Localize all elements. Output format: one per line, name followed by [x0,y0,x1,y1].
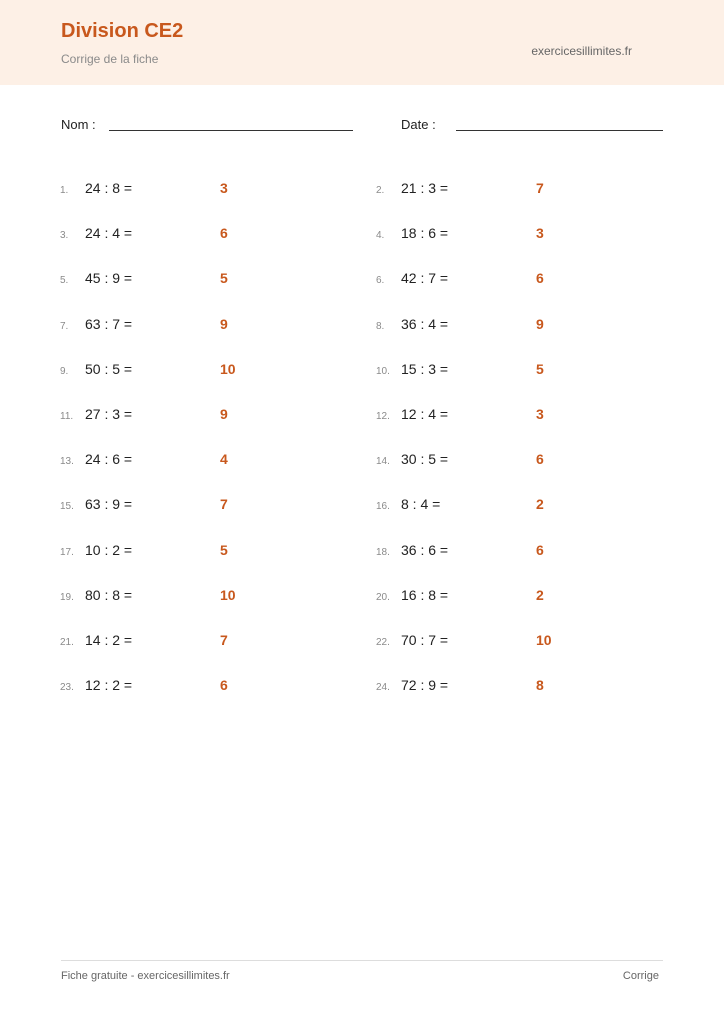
exercise-expression: 27 : 3 = [85,406,133,422]
exercise-expression: 72 : 9 = [401,677,449,693]
exercise-expression: 80 : 8 = [85,587,133,603]
exercise-number: 19. [60,592,74,603]
exercise-expression: 12 : 4 = [401,406,449,422]
exercise-row [376,406,596,426]
exercise-row [60,677,280,697]
exercise-answer: 3 [536,406,544,422]
exercise-number: 7. [60,321,69,332]
exercise-expression: 8 : 4 = [401,496,441,512]
exercise-answer: 8 [536,677,544,693]
exercise-expression: 63 : 9 = [85,496,133,512]
exercise-expression: 18 : 6 = [401,225,449,241]
exercise-expression: 63 : 7 = [85,316,133,332]
exercise-row [376,225,596,245]
exercise-answer: 10 [536,632,552,648]
exercise-answer: 6 [536,270,544,286]
exercise-row [376,587,596,607]
exercise-number: 5. [60,275,69,286]
exercise-number: 3. [60,230,69,241]
exercise-row [376,316,596,336]
exercise-row [60,496,280,516]
footer-left: Fiche gratuite - exercicesillimites.fr [61,970,230,982]
exercise-number: 12. [376,411,390,422]
exercise-number: 4. [376,230,385,241]
exercise-expression: 42 : 7 = [401,270,449,286]
exercise-row [60,587,280,607]
exercise-answer: 7 [536,180,544,196]
exercise-row [60,451,280,471]
exercise-number: 2. [376,185,385,196]
exercise-answer: 7 [220,496,228,512]
exercise-number: 10. [376,366,390,377]
exercise-expression: 14 : 2 = [85,632,133,648]
exercise-number: 8. [376,321,385,332]
exercise-number: 14. [376,456,390,467]
site-name: exercicesillimites.fr [531,44,632,58]
exercise-answer: 9 [220,406,228,422]
exercise-answer: 5 [220,542,228,558]
exercise-number: 11. [60,411,74,422]
exercise-answer: 3 [536,225,544,241]
exercise-expression: 70 : 7 = [401,632,449,648]
exercise-answer: 9 [536,316,544,332]
exercise-answer: 7 [220,632,228,648]
exercise-number: 16. [376,501,390,512]
exercise-expression: 10 : 2 = [85,542,133,558]
exercise-expression: 12 : 2 = [85,677,133,693]
exercise-number: 9. [60,366,69,377]
exercise-row [376,677,596,697]
exercise-expression: 45 : 9 = [85,270,133,286]
exercise-expression: 36 : 6 = [401,542,449,558]
exercise-row [60,406,280,426]
exercise-answer: 9 [220,316,228,332]
exercise-answer: 10 [220,361,236,377]
exercise-expression: 24 : 4 = [85,225,133,241]
page-title: Division CE2 [61,20,184,42]
exercise-expression: 24 : 8 = [85,180,133,196]
exercise-expression: 30 : 5 = [401,451,449,467]
footer-divider [61,960,663,961]
exercise-answer: 6 [536,542,544,558]
exercise-expression: 15 : 3 = [401,361,449,377]
exercise-number: 24. [376,682,390,693]
name-line [109,130,353,131]
date-label: Date : [401,117,436,132]
exercise-number: 15. [60,501,74,512]
exercise-answer: 2 [536,496,544,512]
exercise-row [376,496,596,516]
exercise-number: 22. [376,637,390,648]
exercise-row [60,180,280,200]
page-subtitle: Corrige de la fiche [61,52,159,66]
name-label: Nom : [61,117,96,132]
exercise-row [60,361,280,381]
exercise-number: 13. [60,456,74,467]
exercise-row [376,180,596,200]
exercise-expression: 16 : 8 = [401,587,449,603]
footer-right: Corrige [622,970,659,982]
exercise-answer: 2 [536,587,544,603]
exercise-answer: 3 [220,180,228,196]
exercise-expression: 50 : 5 = [85,361,133,377]
exercise-row [376,632,596,652]
date-line [456,130,663,131]
exercise-number: 21. [60,637,74,648]
exercise-number: 20. [376,592,390,603]
exercise-row [376,270,596,290]
exercise-row [376,451,596,471]
exercise-answer: 6 [220,677,228,693]
exercise-answer: 4 [220,451,228,467]
exercise-answer: 10 [220,587,236,603]
exercise-number: 23. [60,682,74,693]
exercise-expression: 36 : 4 = [401,316,449,332]
exercise-number: 6. [376,275,385,286]
exercise-expression: 21 : 3 = [401,180,449,196]
exercise-answer: 6 [536,451,544,467]
exercise-number: 18. [376,547,390,558]
page-header [0,0,724,85]
exercise-number: 17. [60,547,74,558]
exercise-row [376,542,596,562]
exercise-row [60,270,280,290]
exercise-row [60,632,280,652]
exercise-expression: 24 : 6 = [85,451,133,467]
exercise-row [60,225,280,245]
exercise-answer: 5 [220,270,228,286]
exercise-number: 1. [60,185,69,196]
exercise-row [60,542,280,562]
exercise-row [376,361,596,381]
exercise-answer: 5 [536,361,544,377]
exercise-row [60,316,280,336]
exercise-answer: 6 [220,225,228,241]
